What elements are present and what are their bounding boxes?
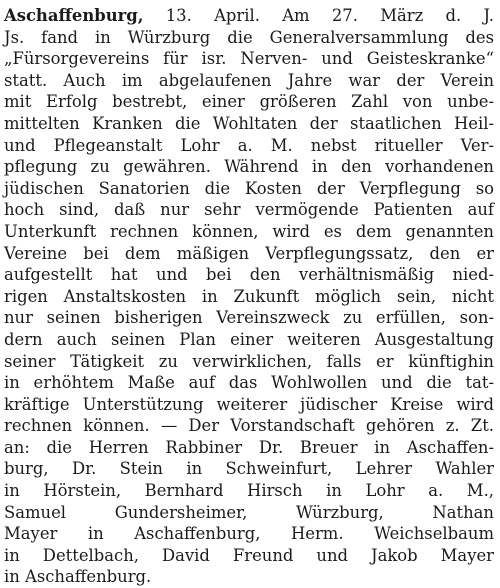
text-line-5: mit Erfolg bestrebt, einer größeren Zahl von unbe-	[4, 92, 494, 112]
text-line-1	[4, 5, 494, 27]
text-line-16: dern auch seinen Plan einer weiteren Ausgestaltung	[4, 329, 494, 349]
text-line-19: kräftige Unterstützung weiterer jüdischer Kreise wird	[4, 394, 494, 414]
text-line-17: seiner Tätigkeit zu verwirklichen, falls er künftighin	[4, 351, 494, 371]
text-line-21: an: die Herren Rabbiner Dr. Breuer in Aschaffen-	[4, 437, 494, 457]
text-line-4: statt. Auch im abgelaufenen Jahre war der Verein	[4, 70, 494, 90]
text-line-8: pflegung zu gewähren. Während in den vorhandenen	[4, 157, 494, 177]
text-line-10: hoch sind, daß nur sehr vermögende Patienten auf	[4, 200, 494, 220]
dateline-place: Aschaffenburg,	[4, 6, 144, 25]
text-line-18: in erhöhtem Maße auf das Wohlwollen und die tat-	[4, 373, 494, 393]
text-line-15: nur seinen bisherigen Vereinszweck zu erfüllen, son-	[4, 308, 494, 328]
text-line-23: in Hörstein, Bernhard Hirsch in Lohr a. M.,	[4, 481, 494, 501]
text-line-14: rigen Anstaltskosten in Zukunft möglich sein, nicht	[4, 286, 494, 306]
text-line-9: jüdischen Sanatorien die Kosten der Verpflegung so	[4, 178, 494, 198]
text-line-22: burg, Dr. Stein in Schweinfurt, Lehrer Wahler	[4, 459, 494, 479]
text-line-13: aufgestellt hat und bei den verhältnismäßig nied-	[4, 265, 494, 285]
text-line-27: in Aschaffenburg.	[4, 567, 152, 587]
article-body	[4, 5, 494, 588]
text-line-25: Mayer in Aschaffenburg, Herm. Weichselbaum	[4, 524, 494, 544]
text-line-12: Vereine bei dem mäßigen Verpflegungssatz, den er	[4, 243, 494, 263]
text-line-20: rechnen können. — Der Vorstandschaft gehören z. Zt.	[4, 416, 494, 436]
cut-off-next-article-line	[4, 523, 494, 545]
text-line-24: Samuel Gundersheimer, Würzburg, Nathan	[4, 502, 494, 522]
text-line-7: und Pflegeanstalt Lohr a. M. nebst ritueller Ver-	[4, 135, 494, 155]
text-line-3: „Fürsorgevereins für isr. Nerven- und Geisteskranke“	[4, 49, 494, 69]
text-line-6: mittelten Kranken die Wohltaten der staatlichen Heil-	[4, 113, 494, 133]
text-line-11: Unterkunft rechnen können, wird es dem genannten	[4, 221, 494, 241]
dateline-rest: 13. April. Am 27. März d. J.	[165, 6, 494, 25]
text-line-2: Js. fand in Würzburg die Generalversammlung des	[4, 27, 494, 47]
text-line-26: in Dettelbach, David Freund und Jakob Mayer	[4, 545, 494, 565]
